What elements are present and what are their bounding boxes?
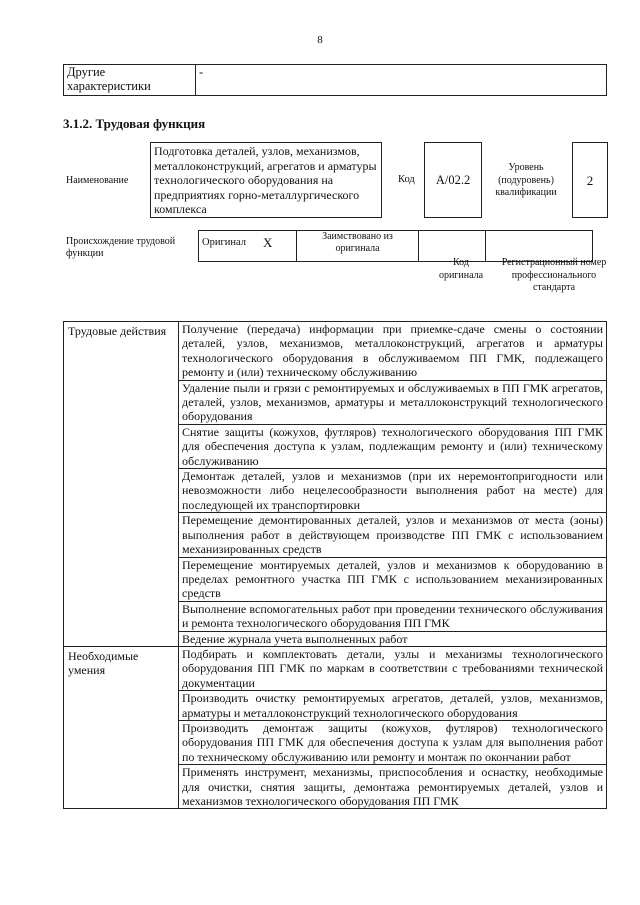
labor-action-item: Перемещение монтируемых деталей, узлов и механизмов к оборудованию в пределах ремонтного участка ПП ГМК с использованием механизированных средств — [179, 557, 607, 601]
skill-item: Производить демонтаж защиты (кожухов, футляров) технологического оборудования ПП ГМК для обеспечения доступа к узлам для выполнения работ по техническому обслуживанию или ремонту и монтаж по окончании работ — [179, 720, 607, 764]
origin-label: Происхождение трудовой функции — [66, 236, 176, 259]
labor-action-item: Снятие защиты (кожухов, футляров) технологического оборудования ПП ГМК для обеспечения доступа к узлам, подлежащим ремонту и (или) техническому обслуживанию — [179, 424, 607, 468]
reg-number-caption: Регистрационный номер профессионального стандарта — [501, 257, 607, 293]
skill-item: Производить очистку ремонтируемых агрегатов, деталей, узлов, механизмов, арматуры и металлоконструкций технологического оборудования — [179, 691, 607, 721]
skill-item: Подбирать и комплектовать детали, узлы и механизмы технологического оборудования ПП ГМК по маркам в соответствии с требованиями технической документации — [179, 646, 607, 690]
original-label: Оригинал — [199, 231, 261, 262]
labor-action-item: Получение (передача) информации при приемке-сдаче смены о состоянии деталей, узлов, механизмов, металлоконструкций, агрегатов и арматуры технологического оборудования в обслуживаемом ПП ГМК, подлежащего ремонту и (или) техническому обслуживанию — [179, 322, 607, 381]
labor-action-item: Выполнение вспомогательных работ при проведении технического обслуживания и ремонта технологического оборудования ПП ГМК — [179, 601, 607, 631]
original-mark: X — [260, 231, 297, 262]
labor-action-item: Удаление пыли и грязи с ремонтируемых и обслуживаемых в ПП ГМК агрегатов, деталей, узлов, механизмов, арматуры и металлоконструкций технологического оборудования — [179, 380, 607, 424]
other-characteristics-table — [63, 64, 607, 96]
labor-actions-label: Трудовые действия — [64, 322, 179, 647]
skills-label: Необходимые умения — [64, 646, 179, 808]
page-number: 8 — [317, 34, 323, 46]
qualification-level-label: Уровень (подуровень) квалификации — [495, 162, 557, 198]
labor-action-item: Демонтаж деталей, узлов и механизмов (при их неремонтопригодности или невозможности либо нецелесообразности выполнения работ на месте) для последующей их транспортировки — [179, 469, 607, 513]
labor-action-item: Перемещение демонтированных деталей, узлов и механизмов от места (зоны) выполнения работ в действующем производстве ПП ГМК с использованием механизированных средств — [179, 513, 607, 557]
other-characteristics-value: - — [196, 65, 607, 96]
code-original-caption: Код оригинала — [438, 257, 484, 281]
borrowed-label: Заимствовано из оригинала — [297, 231, 419, 262]
qualification-level-value: 2 — [572, 142, 608, 218]
function-details-table — [63, 321, 607, 809]
section-title: 3.1.2. Трудовая функция — [63, 116, 206, 131]
name-label: Наименование — [66, 175, 129, 186]
code-label: Код — [398, 174, 415, 185]
labor-action-item: Ведение журнала учета выполненных работ — [179, 631, 607, 646]
function-name: Подготовка деталей, узлов, механизмов, металлоконструкций, агрегатов и арматуры технологического оборудования на предприятиях горно-металлургического комплекса — [150, 142, 382, 218]
other-characteristics-label: Другие характеристики — [64, 65, 196, 96]
function-code: А/02.2 — [424, 142, 482, 218]
skill-item: Применять инструмент, механизмы, приспособления и оснастку, необходимые для очистки, снятия защиты, демонтажа ремонтируемых деталей, узлов и механизмов технологического оборудования ПП ГМК — [179, 765, 607, 809]
